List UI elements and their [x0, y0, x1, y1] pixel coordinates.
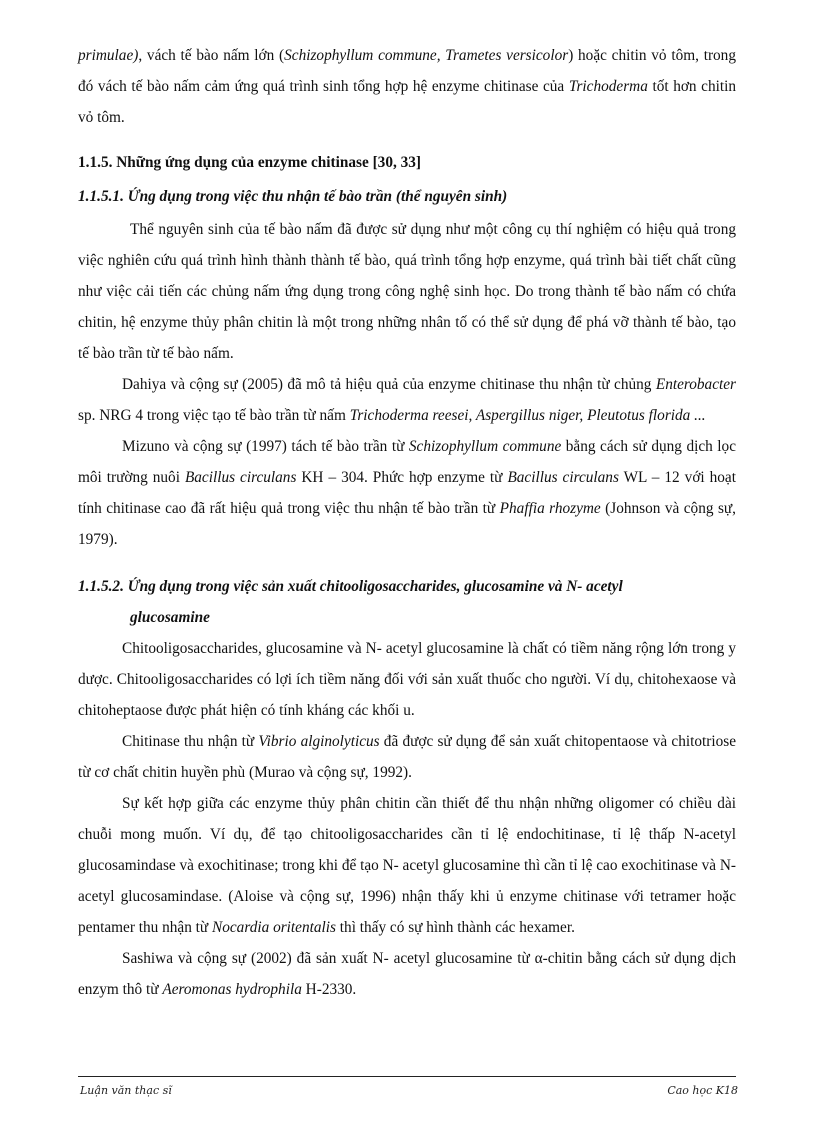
text: (Johnson và cộng sự, 1979). [78, 500, 737, 548]
text: WL – 12 với hoạt tính chitinase cao đã rất hiệu quả trong việc thu nhận tế bào trần từ [78, 469, 736, 517]
text: , vách tế bào nấm lớn ( [138, 47, 285, 64]
text: ) hoặc chitin vỏ tôm, trong đó vách tế bào nấm cảm ứng quá trình sinh tổng hợp hệ enzyme chitinase của [78, 47, 736, 95]
heading-line-2: glucosamine [130, 609, 210, 626]
paragraph-sashiwa [78, 943, 736, 1005]
italic-text: Aeromonas hydrophila [162, 981, 302, 998]
section-heading-1-1-5: 1.1.5. Những ứng dụng của enzyme chitinase [30, 33] [78, 154, 422, 171]
section-heading-1-1-5-2 [78, 571, 736, 633]
italic-text: Trichoderma reesei, Aspergillus niger, Pleutotus florida ... [349, 407, 706, 424]
text: tốt hơn chitin vỏ tôm. [78, 78, 737, 126]
paragraph-vibrio [78, 726, 736, 788]
text: thì thấy có sự hình thành các hexamer. [335, 919, 575, 936]
footer-left: Luận văn thạc sĩ [80, 1084, 172, 1097]
text: Mizuno và cộng sự (1997) tách tế bào trần từ [122, 438, 409, 455]
section-heading-1-1-5-1: 1.1.5.1. Ứng dụng trong việc thu nhận tế bào trần (thể nguyên sinh) [78, 188, 508, 205]
paragraph-chitooligo: Chitooligosaccharides, glucosamine và N- acetyl glucosamine là chất có tiềm năng rộng lớn trong y dược. Chitooligosaccharides có lợi ích tiềm năng đối với sản xuất thuốc cho người. Ví dụ, chitohexaose và chitoheptaose được phát hiện có tính kháng các khối u. [78, 640, 736, 719]
italic-text: Schizophyllum commune [408, 438, 562, 455]
text: H-2330. [301, 981, 357, 998]
heading-line-1: 1.1.5.2. Ứng dụng trong việc sản xuất chitooligosaccharides, glucosamine và N- acetyl [78, 578, 623, 595]
footer-divider [78, 1076, 736, 1077]
text: Chitinase thu nhận từ [122, 733, 259, 750]
italic-text: Bacillus circulans [184, 469, 297, 486]
paragraph-dahiya [78, 369, 736, 431]
text: Sự kết hợp giữa các enzyme thủy phân chitin cần thiết để thu nhận những oligomer có chiều dài chuỗi mong muốn. Ví dụ, để tạo chitooligosaccharides cần tỉ lệ endochitinase, tỉ lệ thấp N-acetyl glucosamindase và exochitinase; trong khi để tạo N- acetyl glucosamine thì cần tỉ lệ cao exochitinase và N-acetyl glucosamindase. (Aloise và cộng sự, 1996) nhận thấy khi ủ enzyme chitinase với tetramer hoặc pentamer thu nhận từ [78, 795, 736, 936]
text: Sashiwa và cộng sự (2002) đã sản xuất N- acetyl glucosamine từ α-chitin bằng cách sử dụng dịch enzym thô từ [78, 950, 736, 998]
paragraph-enzyme-combination [78, 788, 736, 943]
italic-text: Phaffia rhozyme [499, 500, 601, 517]
text: KH – 304. Phức hợp enzyme từ [296, 469, 508, 486]
text: bằng cách sử dụng dịch lọc môi trường nuôi [78, 438, 736, 486]
italic-text: Trichoderma [568, 78, 648, 95]
paragraph-protoplast-intro: Thể nguyên sinh của tế bào nấm đã được sử dụng như một công cụ thí nghiệm có hiệu quả trong việc nghiên cứu quá trình hình thành thành tế bào, quá trình tổng hợp enzyme, quá trình bài tiết chất cũng như việc cải tiến các chủng nấm ứng dụng trong công nghệ sinh học. Do trong thành tế bào nấm có chứa chitin, hệ enzyme thủy phân chitin là một trong những nhân tố có thể sử dụng để phá vỡ thành tế bào, tạo tế bào trần từ tế bào nấm. [78, 221, 736, 362]
paragraph-intro [78, 40, 736, 133]
italic-text: primulae) [78, 47, 139, 64]
italic-text: Schizophyllum commune, Trametes versicolor [284, 47, 569, 64]
italic-text: Enterobacter [655, 376, 736, 393]
paragraph-mizuno [78, 431, 736, 555]
text: đã được sử dụng để sản xuất chitopentaose và chitotriose từ cơ chất chitin huyền phù (Murao và cộng sự, 1992). [78, 733, 736, 781]
text: Dahiya và cộng sự (2005) đã mô tả hiệu quả của enzyme chitinase thu nhận từ chủng [122, 376, 656, 393]
italic-text: Nocardia oritentalis [212, 919, 336, 936]
italic-text: Vibrio alginolyticus [258, 733, 380, 750]
document-body [78, 40, 736, 1005]
text: sp. NRG 4 trong việc tạo tế bào trần từ nấm [78, 407, 350, 424]
italic-text: Bacillus circulans [507, 469, 619, 486]
footer-right: Cao học K18 [667, 1084, 738, 1097]
